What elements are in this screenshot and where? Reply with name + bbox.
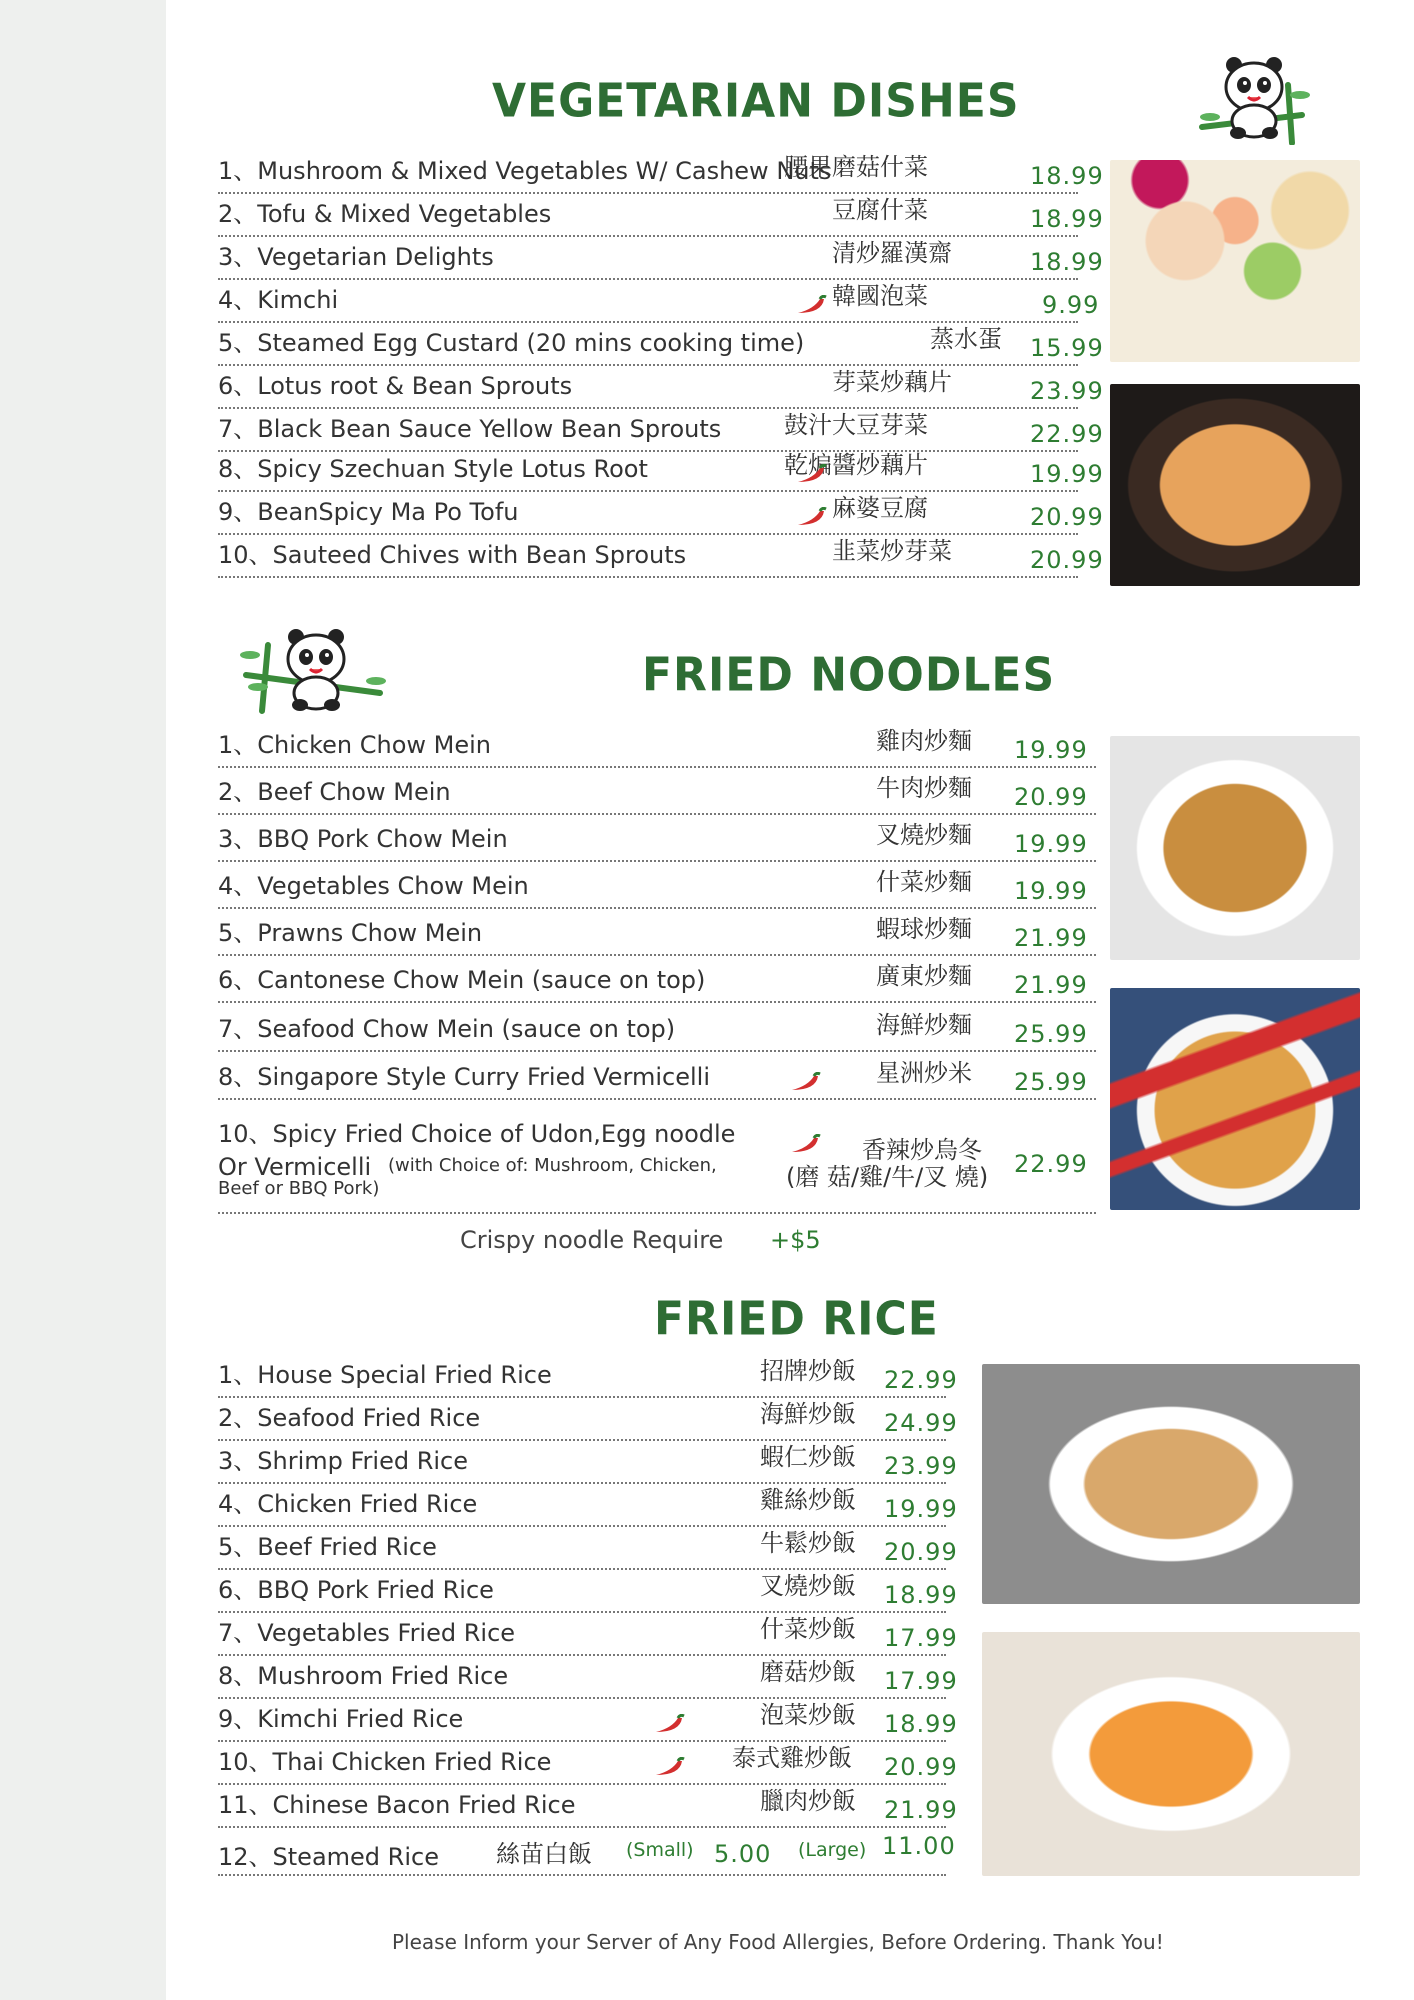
item-chinese-name: 鼓汁大豆芽菜 [784,411,928,439]
item-price: 20.99 [1030,503,1104,531]
item-name: 3、Shrimp Fried Rice [218,1447,469,1475]
item-price: 18.99 [884,1710,958,1738]
list-item [218,961,1096,1003]
special-line2-small: (with Choice of: Mushroom, Chicken, [388,1155,717,1176]
item-chinese-name: 磨菇炒飯 [760,1658,856,1686]
list-item [218,820,1096,862]
item-chinese-name: 海鮮炒飯 [760,1400,856,1428]
item-name: 1、House Special Fried Rice [218,1361,552,1389]
item-chinese-name: 廣東炒麵 [876,962,972,990]
item-name: 2、Tofu & Mixed Vegetables [218,200,552,228]
chili-icon [794,464,828,486]
list-item [218,410,1104,452]
photo-chow-mein [1110,736,1360,960]
steamed-name: 12、Steamed Rice [218,1843,439,1871]
item-chinese-name: 雞絲炒飯 [760,1486,856,1514]
item-price: 19.99 [1014,736,1088,764]
item-name: 4、Kimchi [218,286,339,314]
list-item [218,493,1104,535]
item-name: 8、Mushroom Fried Rice [218,1662,509,1690]
steamed-small-label: (Small) [626,1839,694,1861]
item-price: 21.99 [1014,971,1088,999]
item-price: 17.99 [884,1624,958,1652]
chili-icon [794,295,828,317]
item-price: 19.99 [1014,877,1088,905]
item-name: 7、Vegetables Fried Rice [218,1619,516,1647]
list-item [218,1528,958,1570]
item-price: 15.99 [1030,334,1104,362]
item-chinese-name: 招牌炒飯 [760,1357,856,1385]
item-price: 18.99 [1030,205,1104,233]
item-name: 5、Steamed Egg Custard (20 mins cooking time) [218,329,805,357]
item-name: 3、Vegetarian Delights [218,243,494,271]
item-price: 23.99 [884,1452,958,1480]
item-name: 8、Spicy Szechuan Style Lotus Root [218,455,648,483]
item-price: 19.99 [1014,830,1088,858]
item-chinese-name: 芽菜炒藕片 [832,368,952,396]
special-chinese2: (磨 菇/雞/牛/叉 燒) [786,1163,989,1191]
special-line3-small: Beef or BBQ Pork) [218,1178,380,1199]
list-item [218,1399,958,1441]
item-price: 21.99 [884,1796,958,1824]
item-price: 18.99 [1030,248,1104,276]
divider [218,1212,1096,1214]
chili-icon [788,1134,822,1156]
special-line2: Or Vermicelli [218,1153,372,1181]
list-item [218,1571,958,1613]
section-title-rice: FRIED RICE [654,1292,939,1347]
photo-fried-rice [982,1632,1360,1876]
list-item [218,1700,958,1742]
item-chinese-name: 星洲炒米 [876,1059,972,1087]
special-line1: 10、Spicy Fried Choice of Udon,Egg noodle [218,1120,736,1148]
steamed-large-price: 11.00 [882,1832,956,1860]
chili-icon [652,1714,686,1736]
list-item [218,1485,958,1527]
list-item [218,536,1104,578]
list-item [218,1657,958,1699]
item-chinese-name: 蒸水蛋 [930,325,1002,353]
chili-icon [788,1072,822,1094]
steamed-small-price: 5.00 [714,1840,772,1868]
list-item [218,1442,958,1484]
list-item [218,367,1104,409]
list-item [218,281,1100,323]
item-name: 10、Sauteed Chives with Bean Sprouts [218,541,687,569]
panda-icon [1192,55,1312,145]
item-name: 4、Chicken Fried Rice [218,1490,478,1518]
item-chinese-name: 乾煸醬炒藕片 [784,451,928,479]
item-price: 20.99 [884,1753,958,1781]
chili-icon [794,507,828,529]
extra-label: Crispy noodle Require [460,1226,724,1254]
item-name: 4、Vegetables Chow Mein [218,872,529,900]
photo-cashew-vegetables [1110,160,1360,362]
list-item [218,726,1096,768]
left-sidebar [0,0,166,2000]
item-name: 9、Kimchi Fried Rice [218,1705,464,1733]
item-price: 18.99 [884,1581,958,1609]
item-chinese-name: 臘肉炒飯 [760,1787,856,1815]
item-chinese-name: 蝦球炒麵 [876,915,972,943]
panda-icon [238,625,388,715]
list-item [218,238,1104,280]
extra-price: +$5 [770,1226,821,1254]
item-chinese-name: 麻婆豆腐 [832,494,928,522]
list-item [218,867,1096,909]
steamed-large-label: (Large) [798,1839,867,1861]
photo-fried-udon [1110,988,1360,1210]
item-name: 2、Beef Chow Mein [218,778,451,806]
item-price: 25.99 [1014,1068,1088,1096]
item-name: 10、Thai Chicken Fried Rice [218,1748,552,1776]
list-item [218,1356,958,1398]
item-price: 20.99 [1030,546,1104,574]
photo-mapo-tofu [1110,384,1360,586]
special-price: 22.99 [1014,1150,1088,1178]
item-price: 24.99 [884,1409,958,1437]
item-chinese-name: 泡菜炒飯 [760,1701,856,1729]
item-name: 5、Prawns Chow Mein [218,919,483,947]
item-price: 18.99 [1030,162,1104,190]
item-chinese-name: 叉燒炒飯 [760,1572,856,1600]
item-price: 20.99 [1014,783,1088,811]
item-name: 2、Seafood Fried Rice [218,1404,481,1432]
section-title-noodles: FRIED NOODLES [642,648,1056,703]
item-price: 17.99 [884,1667,958,1695]
item-chinese-name: 清炒羅漢齋 [832,239,952,267]
list-item [218,1786,958,1828]
item-chinese-name: 泰式雞炒飯 [732,1744,852,1772]
item-price: 22.99 [1030,420,1104,448]
item-name: 11、Chinese Bacon Fried Rice [218,1791,576,1819]
divider [218,1874,946,1876]
item-name: 6、BBQ Pork Fried Rice [218,1576,494,1604]
item-chinese-name: 蝦仁炒飯 [760,1443,856,1471]
item-name: 6、Lotus root & Bean Sprouts [218,372,573,400]
list-item [218,914,1096,956]
list-item [218,1010,1096,1052]
list-item [218,1743,958,1785]
list-item [218,1058,1096,1100]
item-chinese-name: 海鮮炒麵 [876,1011,972,1039]
item-name: 1、Mushroom & Mixed Vegetables W/ Cashew Nuts [218,157,832,185]
item-name: 7、Black Bean Sauce Yellow Bean Sprouts [218,415,722,443]
item-name: 1、Chicken Chow Mein [218,731,492,759]
item-price: 25.99 [1014,1020,1088,1048]
menu-page [166,0,1414,2000]
item-chinese-name: 豆腐什菜 [832,196,928,224]
list-item [218,1614,958,1656]
list-item [218,324,1104,366]
item-price: 22.99 [884,1366,958,1394]
item-price: 19.99 [884,1495,958,1523]
item-price: 19.99 [1030,460,1104,488]
item-name: 3、BBQ Pork Chow Mein [218,825,508,853]
item-chinese-name: 叉燒炒麵 [876,821,972,849]
photo-house-special-rice [982,1364,1360,1604]
list-item [218,450,1104,492]
item-name: 8、Singapore Style Curry Fried Vermicelli [218,1063,710,1091]
footer-allergy-note: Please Inform your Server of Any Food Allergies, Before Ordering. Thank You! [392,1930,1164,1954]
item-chinese-name: 韓國泡菜 [832,282,928,310]
item-price: 23.99 [1030,377,1104,405]
item-chinese-name: 腰果磨菇什菜 [784,153,928,181]
item-price: 21.99 [1014,924,1088,952]
item-name: 7、Seafood Chow Mein (sauce on top) [218,1015,676,1043]
item-chinese-name: 什菜炒麵 [876,868,972,896]
steamed-chinese: 絲苗白飯 [496,1840,592,1868]
item-name: 5、Beef Fried Rice [218,1533,437,1561]
section-title-vegetarian: VEGETARIAN DISHES [492,74,1020,129]
item-name: 6、Cantonese Chow Mein (sauce on top) [218,966,706,994]
item-name: 9、BeanSpicy Ma Po Tofu [218,498,519,526]
list-item [218,152,1104,194]
item-price: 20.99 [884,1538,958,1566]
item-chinese-name: 什菜炒飯 [760,1615,856,1643]
list-item [218,773,1096,815]
item-chinese-name: 雞肉炒麵 [876,727,972,755]
list-item [218,195,1104,237]
item-price: 9.99 [1042,291,1100,319]
item-chinese-name: 韭菜炒芽菜 [832,537,952,565]
special-chinese1: 香辣炒烏冬 [862,1136,982,1164]
item-chinese-name: 牛肉炒麵 [876,774,972,802]
item-chinese-name: 牛鬆炒飯 [760,1529,856,1557]
chili-icon [652,1757,686,1779]
